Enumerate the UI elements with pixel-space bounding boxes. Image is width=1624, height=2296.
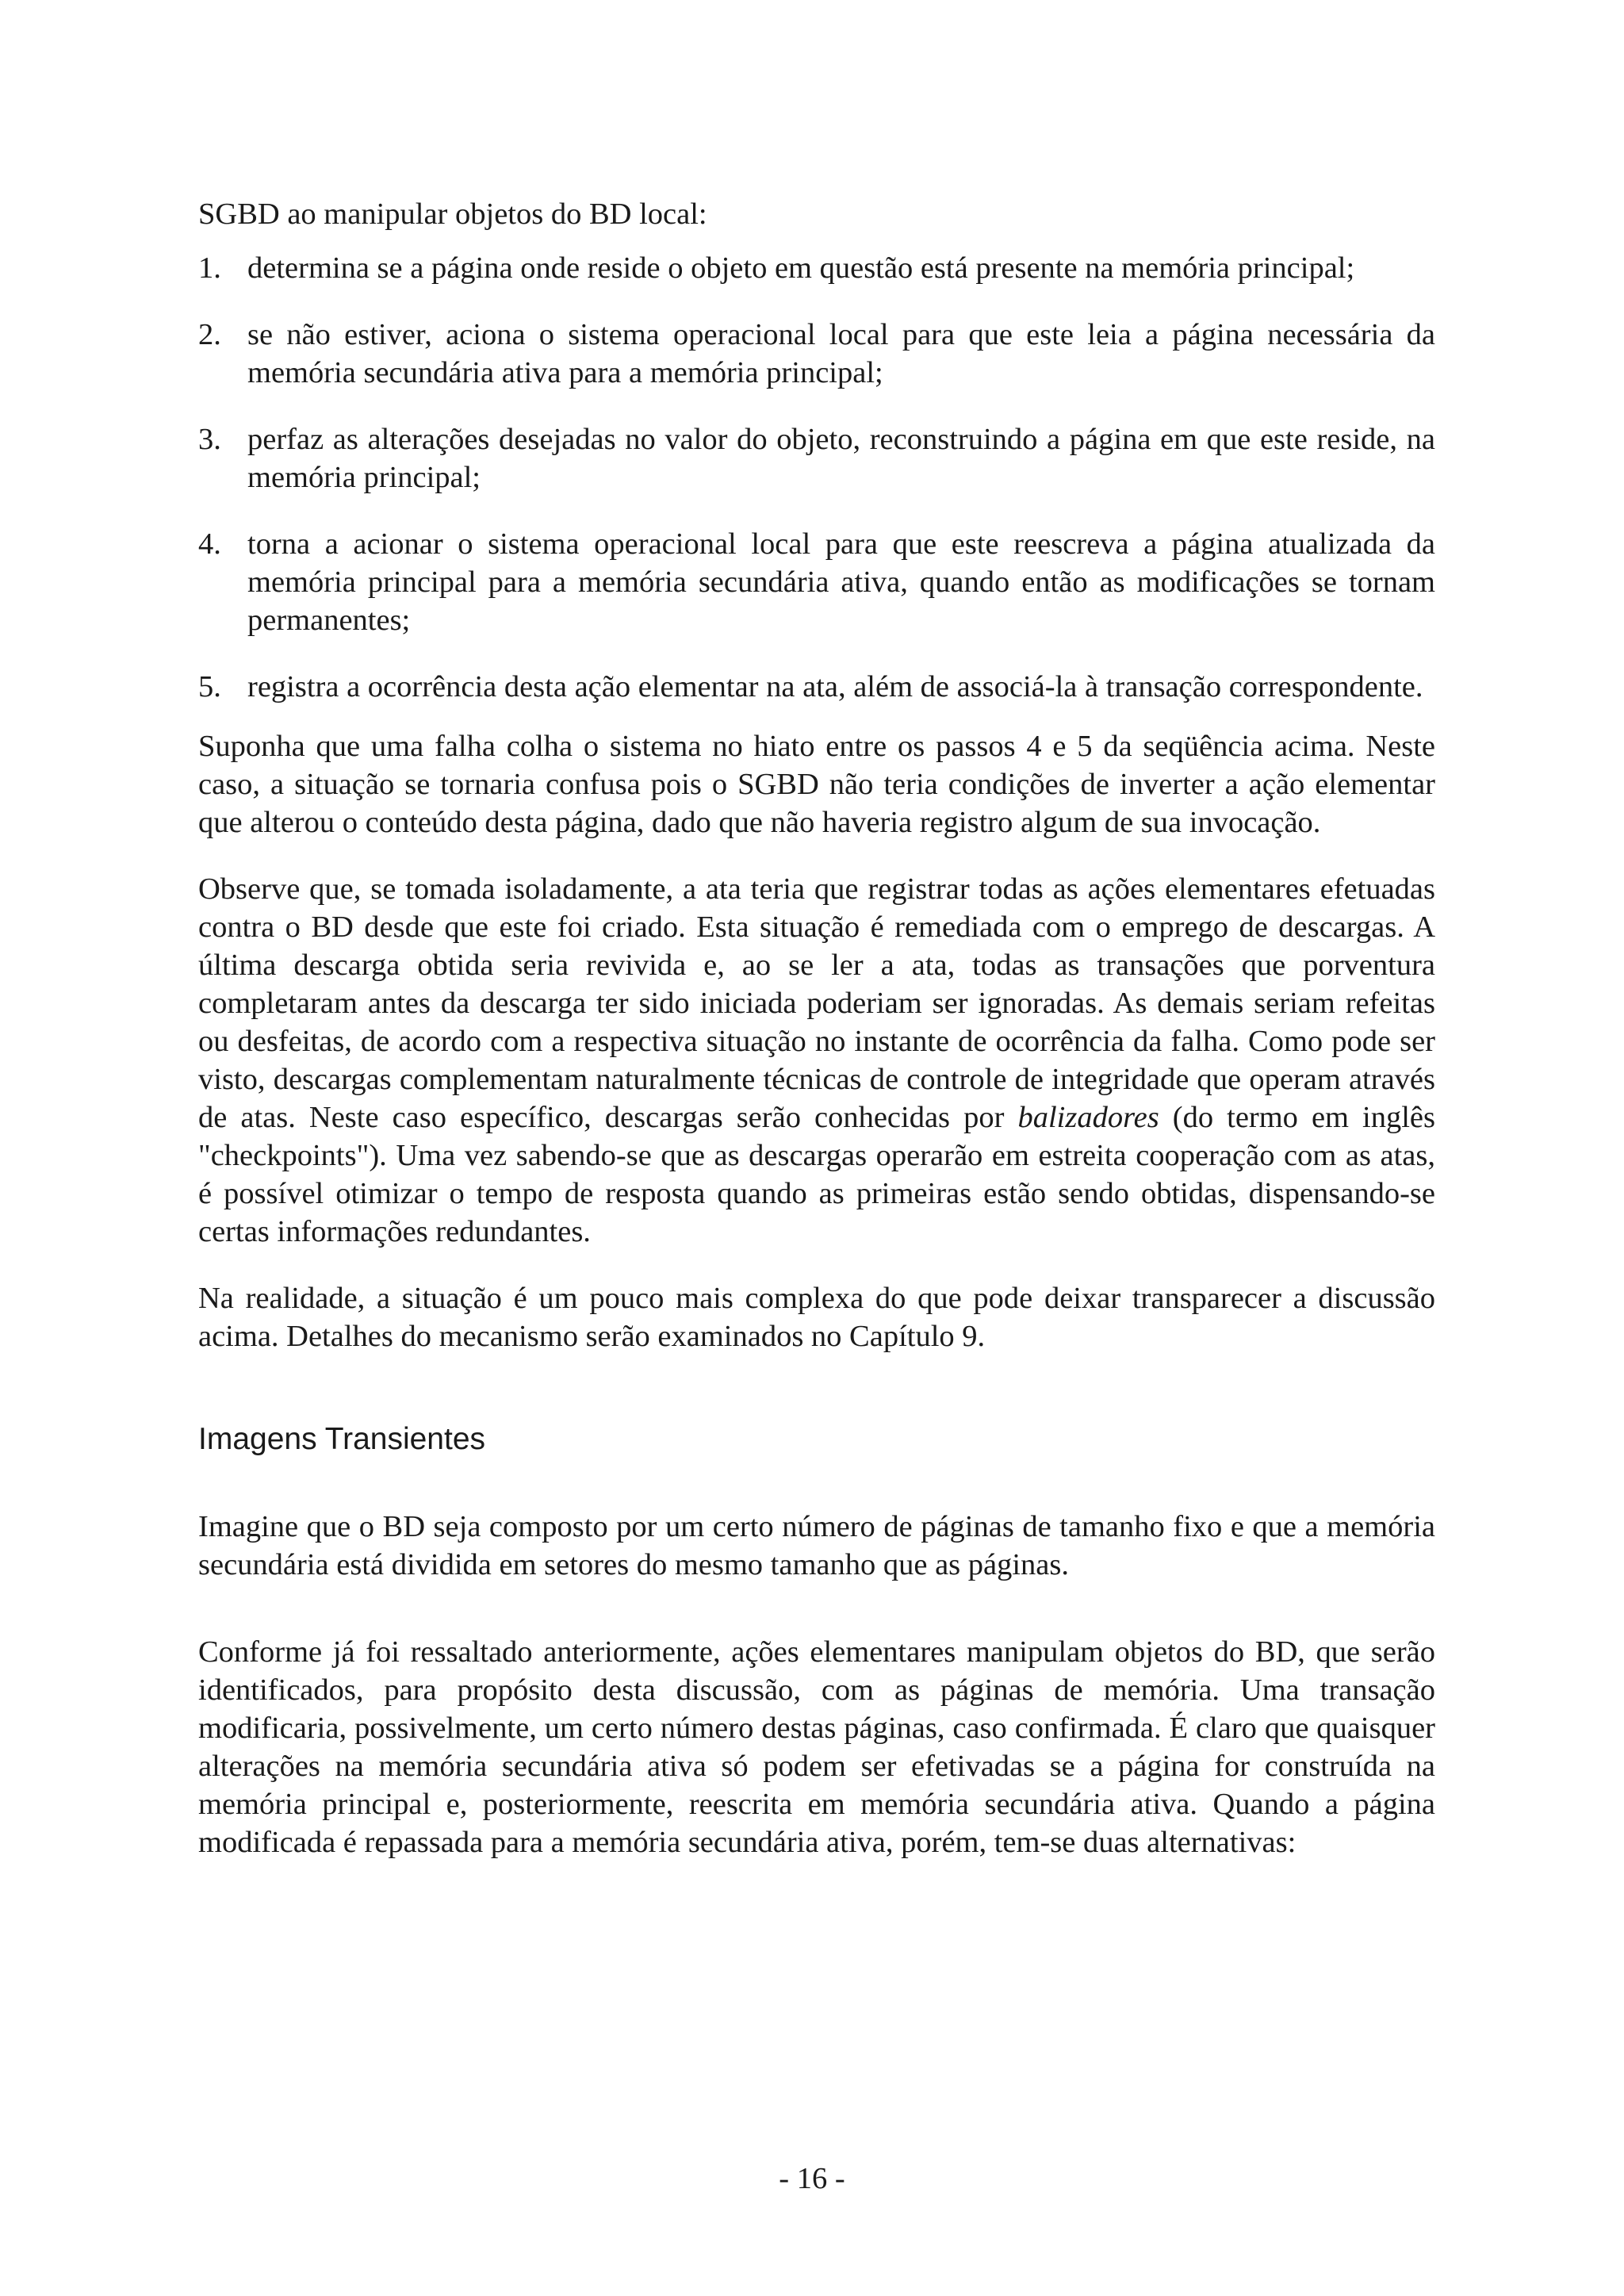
intro-line: SGBD ao manipular objetos do BD local:	[198, 197, 707, 231]
list-item	[198, 249, 1435, 287]
list-item-number: 5.	[198, 670, 221, 703]
list-item-number: 3.	[198, 423, 221, 456]
list-item	[198, 668, 1435, 706]
paragraph-pages: Imagine que o BD seja composto por um certo número de páginas de tamanho fixo e que a memória secundária está dividida em setores do mesmo tamanho que as páginas.	[198, 1510, 1435, 1581]
paragraph-text: Observe que, se tomada isoladamente, a ata teria que registrar todas as ações elementares efetuadas contra o BD desde que este foi criado. Esta situação é remediada com o emprego de descargas. A última descarga obtida seria revivida e, ao se ler a ata, todas as transações que porventura completaram antes da descarga ter sido iniciada poderiam ser ignoradas. As demais seriam refeitas ou desfeitas, de acordo com a respectiva situação no instante de ocorrência da falha. Como pode ser visto, descargas complementam naturalmente técnicas de controle de integridade que operam através de atas. Neste caso específico, descargas serão conhecidas por	[198, 872, 1435, 1134]
list-item	[198, 525, 1435, 639]
list-item-text: registra a ocorrência desta ação elementar na ata, além de associá-la à transação correspondente.	[247, 670, 1423, 703]
list-item	[198, 420, 1435, 496]
paragraph-text: (do termo em inglês "checkpoints"). Uma vez sabendo-se que as descargas operarão em estreita cooperação com as atas, é possível otimizar o tempo de resposta quando as primeiras estão sendo obtidas, dispensando-se certas informações redundantes.	[198, 1101, 1435, 1248]
paragraph-alternatives: Conforme já foi ressaltado anteriormente, ações elementares manipulam objetos do BD, que serão identificados, para propósito desta discussão, com as páginas de memória. Uma transação modificaria, possivelmente, um certo número destas páginas, caso confirmada. É claro que quaisquer alterações na memória secundária ativa só podem ser efetivadas se a página for construída na memória principal e, posteriormente, reescrita em memória secundária ativa. Quando a página modificada é repassada para a memória secundária ativa, porém, tem-se duas alternativas:	[198, 1635, 1435, 1859]
list-item-text: se não estiver, aciona o sistema operacional local para que este leia a página necessária da memória secundária ativa para a memória principal;	[247, 318, 1435, 389]
list-item	[198, 316, 1435, 392]
paragraph-reality: Na realidade, a situação é um pouco mais complexa do que pode deixar transparecer a discussão acima. Detalhes do mecanismo serão examinados no Capítulo 9.	[198, 1282, 1435, 1353]
section-heading: Imagens Transientes	[198, 1422, 486, 1456]
list-item-text: perfaz as alterações desejadas no valor do objeto, reconstruindo a página em que este reside, na memória principal;	[247, 423, 1435, 494]
document-page	[198, 195, 1435, 1890]
paragraph-failure-scenario: Suponha que uma falha colha o sistema no hiato entre os passos 4 e 5 da seqüência acima. Neste caso, a situação se tornaria confusa pois o SGBD não teria condições de inverter a ação elementar que alterou o conteúdo desta página, dado que não haveria registro algum de sua invocação.	[198, 730, 1435, 839]
list-item-number: 1.	[198, 251, 221, 285]
page-number: - 16 -	[779, 2162, 845, 2195]
list-item-number: 4.	[198, 527, 221, 561]
steps-list	[198, 249, 1435, 706]
emphasized-term: balizadores	[1017, 1101, 1159, 1134]
list-item-text: determina se a página onde reside o objeto em questão está presente na memória principal;	[247, 251, 1355, 285]
paragraph-checkpoints	[198, 870, 1435, 1251]
list-item-text: torna a acionar o sistema operacional local para que este reescreva a página atualizada da memória principal para a memória secundária ativa, quando então as modificações se tornam permanentes;	[247, 527, 1435, 637]
list-item-number: 2.	[198, 318, 221, 351]
